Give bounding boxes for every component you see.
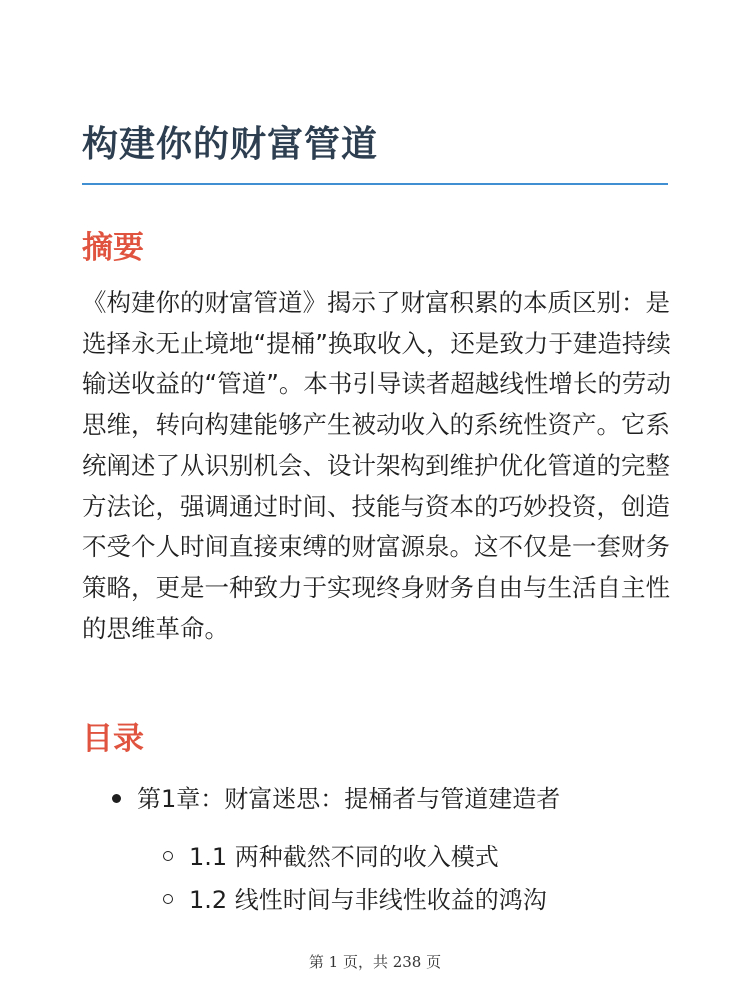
toc-section-label: 1.1 两种截然不同的收入模式 — [189, 843, 499, 871]
bullet-disc-icon — [112, 794, 121, 803]
toc-heading: 目录 — [82, 721, 144, 757]
document-title: 构建你的财富管道 — [82, 124, 379, 165]
toc-section-label: 1.2 线性时间与非线性收益的鸿沟 — [189, 886, 547, 914]
bullet-circle-icon — [163, 894, 173, 904]
toc-section-item — [163, 837, 499, 872]
summary-heading: 摘要 — [82, 230, 144, 266]
summary-paragraph: 《构建你的财富管道》揭示了财富积累的本质区别：是选择永无止境地“提桶”换取收入，还是致力于建造持续输送收益的“管道”。本书引导读者超越线性增长的劳动思维，转向构建能够产生被动收入的系统性资产。它系统阐述了从识别机会、设计架构到维护优化管道的完整方法论，强调通过时间、技能与资本的巧妙投资，创造不受个人时间直接束缚的财富源泉。这不仅是一套财务策略，更是一种致力于实现终身财务自由与生活自主性的思维革命。 — [82, 288, 671, 643]
page-number-footer: 第 1 页，共 238 页 — [308, 953, 442, 971]
toc-chapter-item — [112, 779, 560, 814]
toc-chapter-label: 第1章：财富迷思：提桶者与管道建造者 — [137, 785, 561, 813]
title-divider — [82, 183, 668, 185]
toc-section-item — [163, 880, 547, 915]
bullet-circle-icon — [163, 851, 173, 861]
